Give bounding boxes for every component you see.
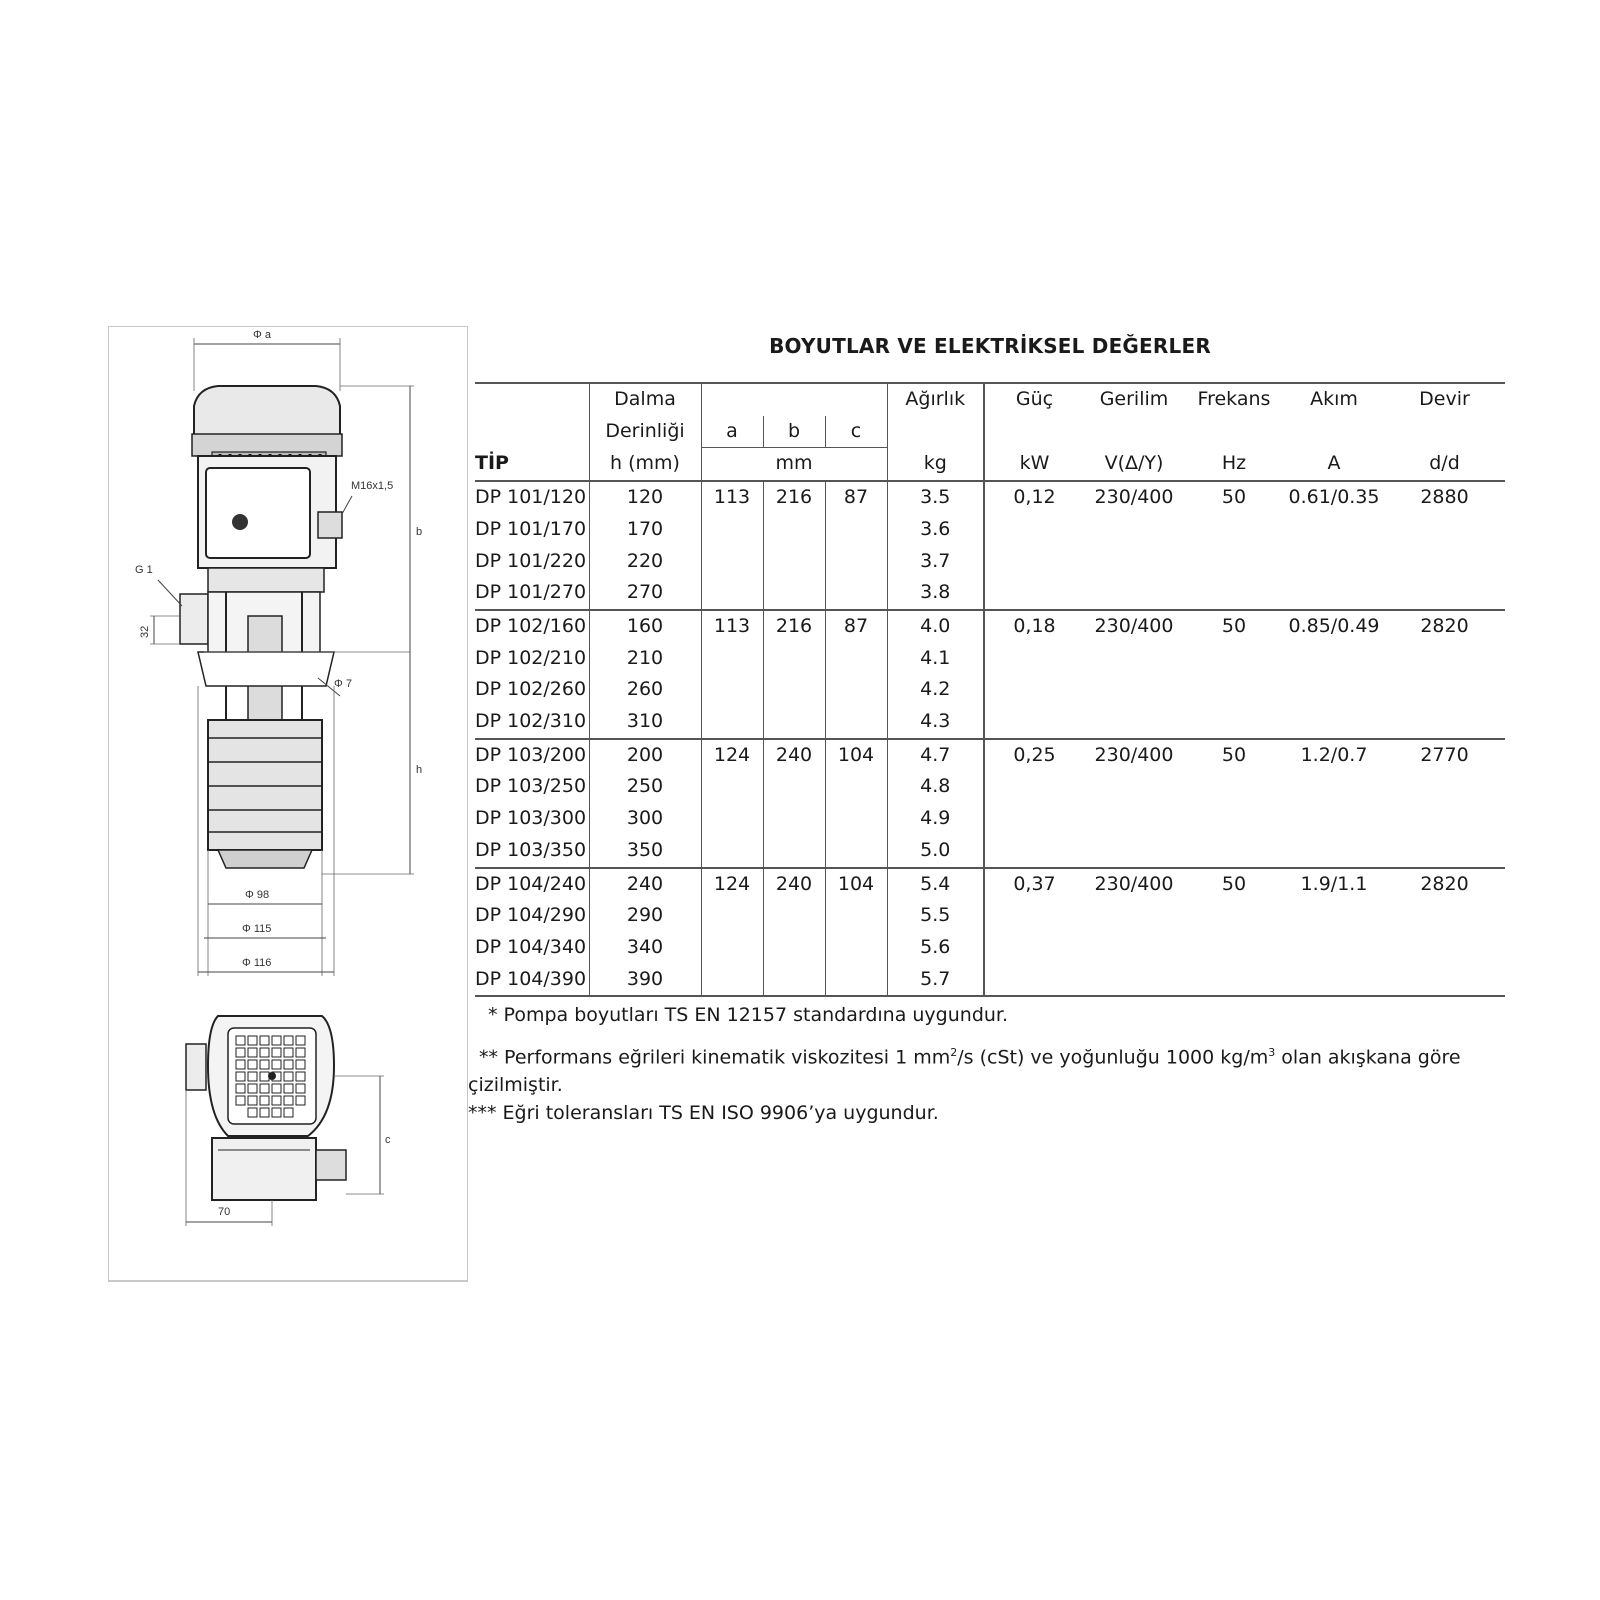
cell-dim-b bbox=[763, 514, 825, 546]
table-row bbox=[475, 546, 1505, 578]
cell-weight: 4.2 bbox=[887, 674, 984, 706]
cell-depth: 170 bbox=[589, 514, 701, 546]
table-row bbox=[475, 868, 1505, 901]
cell-rpm: 2880 bbox=[1384, 481, 1505, 514]
table-row bbox=[475, 514, 1505, 546]
dim-label-70: 70 bbox=[218, 1206, 231, 1218]
cell-dim-b bbox=[763, 900, 825, 932]
table-title: BOYUTLAR VE ELEKTRİKSEL DEĞERLER bbox=[769, 334, 1211, 358]
cell-dim-b bbox=[763, 932, 825, 964]
cell-weight: 5.7 bbox=[887, 964, 984, 997]
pump-inlet bbox=[218, 850, 312, 868]
cell-voltage bbox=[1084, 577, 1184, 610]
dim-label-dia116: Φ 116 bbox=[242, 957, 272, 969]
cell-voltage: 230/400 bbox=[1084, 610, 1184, 643]
cell-power bbox=[984, 577, 1084, 610]
note-performance-part3: olan akışkana göre bbox=[1275, 1046, 1461, 1069]
dim-label-dia115: Φ 115 bbox=[242, 923, 272, 935]
cell-frequency: 50 bbox=[1184, 610, 1284, 643]
cell-power bbox=[984, 514, 1084, 546]
table-row bbox=[475, 481, 1505, 514]
cell-weight: 5.5 bbox=[887, 900, 984, 932]
cell-dim-c bbox=[825, 835, 887, 868]
table-row bbox=[475, 835, 1505, 868]
top-view-cable-gland bbox=[316, 1150, 346, 1180]
cell-voltage bbox=[1084, 706, 1184, 739]
cell-model: DP 101/270 bbox=[475, 581, 587, 604]
cell-model: DP 103/250 bbox=[475, 775, 587, 798]
header-devir: Devir bbox=[1384, 383, 1505, 416]
header-agirlik: Ağırlık bbox=[887, 383, 984, 416]
cell-rpm bbox=[1384, 932, 1505, 964]
spec-table bbox=[475, 382, 1505, 997]
note-performance bbox=[479, 1046, 1461, 1068]
cell-rpm: 2820 bbox=[1384, 868, 1505, 901]
cell-model: DP 102/310 bbox=[475, 710, 587, 733]
cell-frequency: 50 bbox=[1184, 739, 1284, 772]
cell-rpm bbox=[1384, 706, 1505, 739]
cell-dim-c bbox=[825, 546, 887, 578]
table-row bbox=[475, 771, 1505, 803]
dim-label-dia7: Φ 7 bbox=[334, 678, 352, 690]
header-akim: Akım bbox=[1284, 383, 1384, 416]
cell-depth: 160 bbox=[589, 610, 701, 643]
cell-dim-c: 87 bbox=[825, 481, 887, 514]
table-row bbox=[475, 706, 1505, 739]
cell-dim-a bbox=[701, 932, 763, 964]
cell-rpm bbox=[1384, 771, 1505, 803]
cell-power bbox=[984, 771, 1084, 803]
cell-model: DP 101/220 bbox=[475, 549, 587, 572]
cell-depth: 300 bbox=[589, 803, 701, 835]
cell-current bbox=[1284, 803, 1384, 835]
cell-current: 1.9/1.1 bbox=[1284, 868, 1384, 901]
cell-current bbox=[1284, 964, 1384, 997]
note-standard: * Pompa boyutları TS EN 12157 standardına uygundur. bbox=[488, 1004, 1009, 1026]
spec-table-body bbox=[475, 481, 1505, 996]
cell-voltage: 230/400 bbox=[1084, 868, 1184, 901]
header-voltage-unit: V(Δ/Y) bbox=[1104, 452, 1164, 475]
cell-rpm: 2820 bbox=[1384, 610, 1505, 643]
cell-frequency bbox=[1184, 771, 1284, 803]
cell-current bbox=[1284, 514, 1384, 546]
cell-dim-b bbox=[763, 803, 825, 835]
note-performance-sup1: 2 bbox=[950, 1046, 958, 1059]
cell-power bbox=[984, 932, 1084, 964]
cell-dim-c bbox=[825, 577, 887, 610]
header-guc: Güç bbox=[984, 383, 1084, 416]
motor-fan-cover bbox=[194, 386, 340, 436]
brand-logo-mark bbox=[232, 514, 248, 530]
pump-technical-drawing bbox=[108, 326, 468, 1286]
cell-current bbox=[1284, 546, 1384, 578]
cell-dim-b: 240 bbox=[763, 868, 825, 901]
cell-frequency bbox=[1184, 706, 1284, 739]
cell-dim-c bbox=[825, 674, 887, 706]
cell-dim-a bbox=[701, 964, 763, 997]
cell-power bbox=[984, 674, 1084, 706]
cell-dim-b: 216 bbox=[763, 610, 825, 643]
cell-voltage: 230/400 bbox=[1084, 481, 1184, 514]
cell-rpm bbox=[1384, 835, 1505, 868]
cell-current bbox=[1284, 900, 1384, 932]
cell-depth: 260 bbox=[589, 674, 701, 706]
cell-depth: 350 bbox=[589, 835, 701, 868]
cell-current bbox=[1284, 674, 1384, 706]
cell-voltage bbox=[1084, 964, 1184, 997]
table-row bbox=[475, 900, 1505, 932]
cell-current: 0.61/0.35 bbox=[1284, 481, 1384, 514]
cell-frequency bbox=[1184, 835, 1284, 868]
header-amp: A bbox=[1327, 452, 1341, 475]
header-c: c bbox=[825, 416, 887, 448]
cell-rpm bbox=[1384, 514, 1505, 546]
cell-weight: 4.9 bbox=[887, 803, 984, 835]
cell-current bbox=[1284, 932, 1384, 964]
dim-label-m16: M16x1,5 bbox=[351, 480, 394, 492]
cell-dim-c bbox=[825, 706, 887, 739]
dim-label-dia98: Φ 98 bbox=[245, 889, 270, 901]
cell-depth: 250 bbox=[589, 771, 701, 803]
cell-rpm bbox=[1384, 643, 1505, 675]
cell-dim-b bbox=[763, 674, 825, 706]
cell-model: DP 104/340 bbox=[475, 935, 587, 958]
cell-model: DP 103/300 bbox=[475, 807, 587, 830]
cell-model: DP 103/350 bbox=[475, 838, 587, 861]
cell-voltage bbox=[1084, 771, 1184, 803]
cell-power bbox=[984, 706, 1084, 739]
cell-dim-a bbox=[701, 546, 763, 578]
dim-label-dia-a: Φ a bbox=[253, 329, 271, 341]
note-performance-line2: çizilmiştir. bbox=[468, 1074, 563, 1096]
cell-voltage bbox=[1084, 932, 1184, 964]
cell-power: 0,12 bbox=[984, 481, 1084, 514]
cell-dim-a bbox=[701, 577, 763, 610]
top-view-outlet bbox=[186, 1044, 206, 1090]
cell-rpm bbox=[1384, 900, 1505, 932]
cell-model: DP 104/390 bbox=[475, 964, 589, 997]
pump-drawing-panel bbox=[108, 326, 468, 1286]
cell-weight: 3.5 bbox=[887, 481, 984, 514]
cell-depth: 310 bbox=[589, 706, 701, 739]
cell-dim-a bbox=[701, 514, 763, 546]
cell-weight: 3.6 bbox=[887, 514, 984, 546]
cell-dim-a: 113 bbox=[701, 610, 763, 643]
cell-dim-a bbox=[701, 706, 763, 739]
cell-dim-a bbox=[701, 771, 763, 803]
table-row bbox=[475, 739, 1505, 772]
cell-frequency bbox=[1184, 546, 1284, 578]
cell-frequency bbox=[1184, 932, 1284, 964]
pump-housing bbox=[208, 720, 322, 850]
note-performance-part2: /s (cSt) ve yoğunluğu 1000 kg/m bbox=[957, 1046, 1269, 1069]
cell-dim-a: 124 bbox=[701, 868, 763, 901]
cell-rpm: 2770 bbox=[1384, 739, 1505, 772]
cell-dim-b bbox=[763, 964, 825, 997]
table-row bbox=[475, 932, 1505, 964]
cell-depth: 270 bbox=[589, 577, 701, 610]
cell-voltage bbox=[1084, 643, 1184, 675]
cell-dim-a bbox=[701, 900, 763, 932]
table-row bbox=[475, 610, 1505, 643]
cell-current: 0.85/0.49 bbox=[1284, 610, 1384, 643]
cell-dim-c bbox=[825, 964, 887, 997]
cell-voltage bbox=[1084, 514, 1184, 546]
table-row bbox=[475, 643, 1505, 675]
cell-dim-a: 124 bbox=[701, 739, 763, 772]
cell-depth: 210 bbox=[589, 643, 701, 675]
cell-dim-c bbox=[825, 514, 887, 546]
cell-depth: 120 bbox=[589, 481, 701, 514]
cell-depth: 290 bbox=[589, 900, 701, 932]
cell-dim-b bbox=[763, 546, 825, 578]
dim-label-b: b bbox=[416, 526, 423, 538]
cell-rpm bbox=[1384, 803, 1505, 835]
cell-dim-a bbox=[701, 643, 763, 675]
header-kg: kg bbox=[887, 448, 984, 481]
cell-dim-c: 87 bbox=[825, 610, 887, 643]
cell-rpm bbox=[1384, 674, 1505, 706]
cell-frequency bbox=[1184, 577, 1284, 610]
cell-model: DP 103/200 bbox=[475, 739, 589, 772]
header-gerilim: Gerilim bbox=[1084, 383, 1184, 416]
note-performance-sup2: 3 bbox=[1268, 1046, 1276, 1059]
mounting-plate bbox=[198, 652, 334, 686]
cell-dim-c: 104 bbox=[825, 739, 887, 772]
cell-dim-b: 216 bbox=[763, 481, 825, 514]
table-row bbox=[475, 803, 1505, 835]
cell-dim-c bbox=[825, 771, 887, 803]
cell-current bbox=[1284, 577, 1384, 610]
table-row bbox=[475, 577, 1505, 610]
cell-voltage bbox=[1084, 835, 1184, 868]
cell-voltage bbox=[1084, 803, 1184, 835]
cell-dim-c bbox=[825, 643, 887, 675]
cell-power bbox=[984, 643, 1084, 675]
cell-frequency: 50 bbox=[1184, 481, 1284, 514]
cell-dim-a bbox=[701, 674, 763, 706]
cell-frequency bbox=[1184, 643, 1284, 675]
cell-power bbox=[984, 835, 1084, 868]
cell-frequency bbox=[1184, 514, 1284, 546]
header-tip: TİP bbox=[475, 452, 509, 475]
cell-rpm bbox=[1384, 964, 1505, 997]
cell-weight: 3.8 bbox=[887, 577, 984, 610]
header-b: b bbox=[763, 416, 825, 448]
cell-depth: 340 bbox=[589, 932, 701, 964]
cell-dim-c bbox=[825, 932, 887, 964]
cell-voltage bbox=[1084, 900, 1184, 932]
cell-dim-a bbox=[701, 803, 763, 835]
cell-weight: 4.1 bbox=[887, 643, 984, 675]
dim-label-h: h bbox=[416, 764, 423, 776]
cell-dim-b bbox=[763, 835, 825, 868]
cell-power bbox=[984, 803, 1084, 835]
cell-frequency bbox=[1184, 674, 1284, 706]
cell-current bbox=[1284, 771, 1384, 803]
cell-weight: 4.7 bbox=[887, 739, 984, 772]
header-mm: mm bbox=[701, 448, 887, 481]
header-dalma-1: Dalma bbox=[589, 383, 701, 416]
cell-current bbox=[1284, 706, 1384, 739]
cell-rpm bbox=[1384, 577, 1505, 610]
cell-model: DP 102/260 bbox=[475, 678, 587, 701]
cell-weight: 4.3 bbox=[887, 706, 984, 739]
cell-dim-b bbox=[763, 771, 825, 803]
header-frekans: Frekans bbox=[1184, 383, 1284, 416]
header-hz: Hz bbox=[1221, 452, 1247, 475]
cell-model: DP 101/120 bbox=[475, 481, 589, 514]
cell-power bbox=[984, 546, 1084, 578]
dim-label-c: c bbox=[385, 1134, 391, 1146]
header-a: a bbox=[701, 416, 763, 448]
cell-dim-c: 104 bbox=[825, 868, 887, 901]
dim-label-32: 32 bbox=[139, 625, 151, 638]
discharge-outlet bbox=[180, 594, 208, 644]
cell-frequency: 50 bbox=[1184, 868, 1284, 901]
cell-current bbox=[1284, 643, 1384, 675]
table-row bbox=[475, 674, 1505, 706]
spec-table-container bbox=[475, 382, 1505, 997]
cable-gland bbox=[318, 512, 342, 538]
cell-voltage bbox=[1084, 546, 1184, 578]
note-performance-part1: ** Performans eğrileri kinematik viskozitesi 1 mm bbox=[479, 1046, 951, 1069]
cell-frequency bbox=[1184, 964, 1284, 997]
cell-frequency bbox=[1184, 900, 1284, 932]
cell-model: DP 104/240 bbox=[475, 868, 589, 901]
header-dalma-3: h (mm) bbox=[589, 448, 701, 481]
header-kw: kW bbox=[984, 448, 1084, 481]
cell-voltage: 230/400 bbox=[1084, 739, 1184, 772]
header-dalma-2: Derinliği bbox=[589, 416, 701, 448]
cell-dim-a bbox=[701, 835, 763, 868]
cell-model: DP 102/160 bbox=[475, 610, 589, 643]
cell-power: 0,37 bbox=[984, 868, 1084, 901]
cell-model: DP 101/170 bbox=[475, 517, 587, 540]
cell-power: 0,18 bbox=[984, 610, 1084, 643]
cell-current bbox=[1284, 835, 1384, 868]
cell-dim-b: 240 bbox=[763, 739, 825, 772]
cell-power bbox=[984, 900, 1084, 932]
cell-dim-a: 113 bbox=[701, 481, 763, 514]
cell-weight: 5.4 bbox=[887, 868, 984, 901]
cell-dim-b bbox=[763, 706, 825, 739]
cell-weight: 5.6 bbox=[887, 932, 984, 964]
cell-depth: 240 bbox=[589, 868, 701, 901]
top-view-terminal-box bbox=[212, 1138, 316, 1200]
cell-power: 0,25 bbox=[984, 739, 1084, 772]
cell-depth: 220 bbox=[589, 546, 701, 578]
cell-voltage bbox=[1084, 674, 1184, 706]
dim-label-g1: G 1 bbox=[135, 564, 153, 576]
cell-dim-b bbox=[763, 577, 825, 610]
spec-table-header bbox=[475, 383, 1505, 481]
terminal-box bbox=[206, 468, 310, 558]
cell-model: DP 102/210 bbox=[475, 646, 587, 669]
cell-dim-b bbox=[763, 643, 825, 675]
note-tolerance: *** Eğri toleransları TS EN ISO 9906’ya uygundur. bbox=[468, 1102, 939, 1124]
cell-current: 1.2/0.7 bbox=[1284, 739, 1384, 772]
cell-depth: 390 bbox=[589, 964, 701, 997]
header-dd: d/d bbox=[1429, 452, 1460, 475]
cell-weight: 3.7 bbox=[887, 546, 984, 578]
cell-depth: 200 bbox=[589, 739, 701, 772]
cell-weight: 5.0 bbox=[887, 835, 984, 868]
cell-weight: 4.8 bbox=[887, 771, 984, 803]
table-row bbox=[475, 964, 1505, 997]
cell-rpm bbox=[1384, 546, 1505, 578]
cell-frequency bbox=[1184, 803, 1284, 835]
cell-weight: 4.0 bbox=[887, 610, 984, 643]
cell-power bbox=[984, 964, 1084, 997]
cell-dim-c bbox=[825, 803, 887, 835]
cell-dim-c bbox=[825, 900, 887, 932]
cell-model: DP 104/290 bbox=[475, 904, 587, 927]
